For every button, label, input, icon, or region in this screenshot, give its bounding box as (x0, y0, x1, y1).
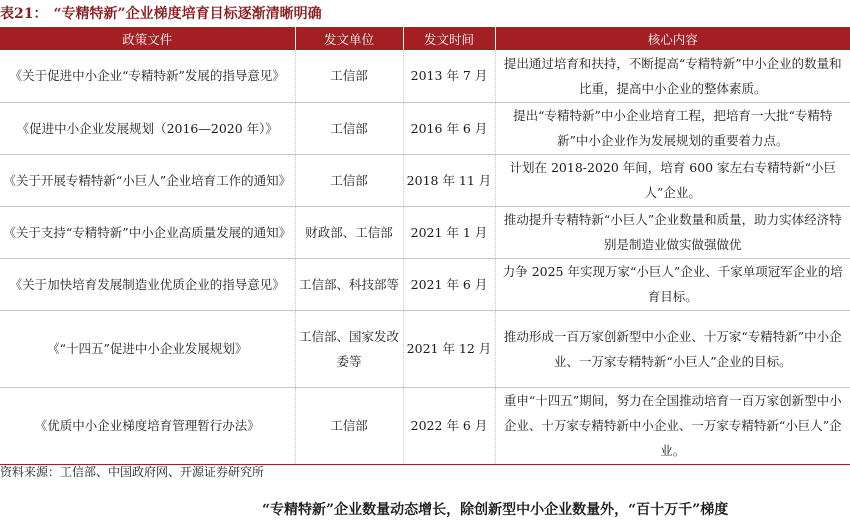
cell-date: 2022 年 6 月 (403, 387, 495, 464)
table-caption: “专精特新”企业梯度培育目标逐渐清晰明确 (53, 6, 322, 22)
cell-date: 2018 年 11 月 (403, 154, 495, 206)
table-header-row (0, 27, 850, 50)
cell-policy: 《优质中小企业梯度培育管理暂行办法》 (0, 387, 295, 464)
cell-content: 计划在 2018-2020 年间，培育 600 家左右专精特新“小巨人”企业。 (495, 154, 850, 206)
table-row (0, 50, 850, 102)
source-note: 资料来源：工信部、中国政府网、开源证券研究所 (0, 465, 265, 479)
header-policy: 政策文件 (0, 27, 295, 50)
cell-policy: 《“十四五”促进中小企业发展规划》 (0, 310, 295, 387)
table-title (0, 4, 328, 24)
header-content: 核心内容 (495, 27, 850, 50)
cell-content: 提出通过培育和扶持，不断提高“专精特新”中小企业的数量和比重，提高中小企业的整体素质。 (495, 50, 850, 102)
cell-issuer: 工信部 (295, 102, 403, 154)
table-row (0, 310, 850, 387)
table-row (0, 206, 850, 258)
cell-policy: 《关于加快培育发展制造业优质企业的指导意见》 (0, 258, 295, 310)
table-row (0, 154, 850, 206)
header-issuer: 发文单位 (295, 27, 403, 50)
cell-content: 力争 2025 年实现万家“小巨人”企业、千家单项冠军企业的培育目标。 (495, 258, 850, 310)
cell-date: 2021 年 6 月 (403, 258, 495, 310)
table-row (0, 102, 850, 154)
cell-date: 2021 年 12 月 (403, 310, 495, 387)
cell-date: 2021 年 1 月 (403, 206, 495, 258)
table-row (0, 258, 850, 310)
cell-policy: 《促进中小企业发展规划（2016—2020 年）》 (0, 102, 295, 154)
cell-issuer: 财政部、工信部 (295, 206, 403, 258)
cell-content: 推动形成一百万家创新型中小企业、十万家“专精特新”中小企业、一万家专精特新“小巨人”企业的目标。 (495, 310, 850, 387)
cell-issuer: 工信部、国家发改委等 (295, 310, 403, 387)
cell-date: 2013 年 7 月 (403, 50, 495, 102)
cell-content: 推动提升专精特新“小巨人”企业数量和质量，助力实体经济特别是制造业做实做强做优 (495, 206, 850, 258)
cell-policy: 《关于支持“专精特新”中小企业高质量发展的通知》 (0, 206, 295, 258)
cell-issuer: 工信部 (295, 154, 403, 206)
table-row (0, 387, 850, 464)
cell-policy: 《关于促进中小企业“专精特新”发展的指导意见》 (0, 50, 295, 102)
cell-issuer: 工信部、科技部等 (295, 258, 403, 310)
cell-issuer: 工信部 (295, 387, 403, 464)
cell-date: 2016 年 6 月 (403, 102, 495, 154)
table-number: 表21： (0, 6, 48, 22)
header-date: 发文时间 (403, 27, 495, 50)
cell-content: 提出“专精特新”中小企业培育工程，把培育一大批“专精特新”中小企业作为发展规划的重要着力点。 (495, 102, 850, 154)
next-paragraph-heading: “专精特新”企业数量动态增长，除创新型中小企业数量外，“百十万千”梯度 (262, 502, 729, 518)
policy-table (0, 27, 850, 465)
cell-issuer: 工信部 (295, 50, 403, 102)
cell-policy: 《关于开展专精特新“小巨人”企业培育工作的通知》 (0, 154, 295, 206)
cell-content: 重申“十四五”期间，努力在全国推动培育一百万家创新型中小企业、十万家专精特新中小企业、一万家专精特新“小巨人”企业。 (495, 387, 850, 464)
